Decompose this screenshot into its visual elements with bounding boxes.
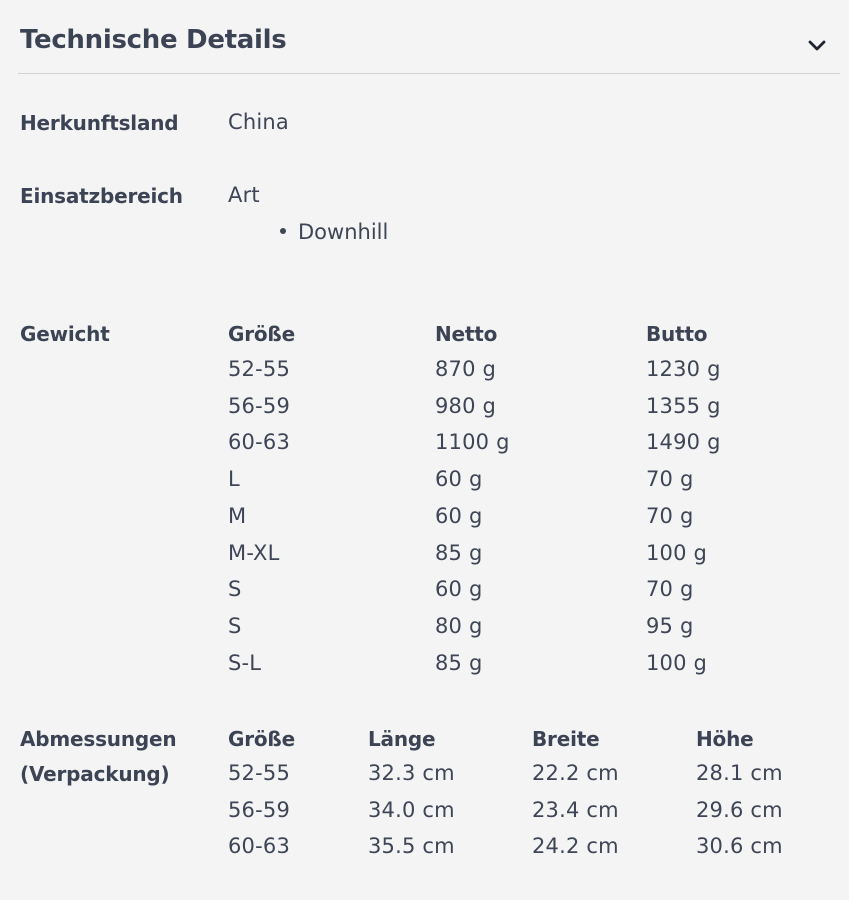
table-cell: 85 g <box>435 540 483 565</box>
table-cell: 100 g <box>646 650 708 675</box>
einsatzbereich-label: Einsatzbereich <box>20 184 183 208</box>
table-cell: 24.2 cm <box>532 834 619 859</box>
table-cell: 60 g <box>435 577 483 602</box>
table-cell: 22.2 cm <box>532 761 619 785</box>
table-cell: 60 g <box>435 503 483 528</box>
abmessungen-sublabel: (Verpackung) <box>20 762 170 786</box>
table-cell: 95 g <box>646 613 694 638</box>
herkunftsland-value: China <box>228 110 289 134</box>
list-item-label: Downhill <box>298 220 389 244</box>
table-cell: 70 g <box>646 577 694 602</box>
table-cell: 1230 g <box>646 357 721 381</box>
table-cell: 80 g <box>435 613 483 638</box>
table-cell: 34.0 cm <box>368 797 455 822</box>
bullet-icon <box>280 228 286 234</box>
table-cell: 30.6 cm <box>696 834 783 859</box>
table-cell: M <box>228 503 247 528</box>
einsatzbereich-value: Art <box>228 183 260 207</box>
column-header: Breite <box>532 727 600 751</box>
table-cell: S <box>228 577 242 602</box>
list-item <box>280 220 388 244</box>
chevron-down-icon[interactable] <box>806 34 828 56</box>
table-cell: 60-63 <box>228 834 291 859</box>
table-cell: 32.3 cm <box>368 761 455 785</box>
table-cell: 35.5 cm <box>368 834 455 859</box>
column-header: Größe <box>228 727 295 751</box>
column-header: Höhe <box>696 727 754 751</box>
table-cell: S-L <box>228 650 262 675</box>
table-cell: 85 g <box>435 650 483 675</box>
table-cell: S <box>228 613 242 638</box>
table-cell: 1100 g <box>435 430 510 455</box>
column-header: Butto <box>646 322 708 346</box>
table-cell: 23.4 cm <box>532 797 619 822</box>
table-cell: 980 g <box>435 393 497 418</box>
table-cell: 60-63 <box>228 430 291 455</box>
table-cell: 870 g <box>435 357 497 381</box>
technical-details-toggle[interactable] <box>18 14 840 74</box>
table-cell: 52-55 <box>228 357 291 381</box>
abmessungen-label: Abmessungen <box>20 727 177 751</box>
table-cell: 60 g <box>435 467 483 492</box>
table-cell: 100 g <box>646 540 708 565</box>
herkunftsland-label: Herkunftsland <box>20 111 179 135</box>
table-cell: 70 g <box>646 503 694 528</box>
table-cell: 70 g <box>646 467 694 492</box>
gewicht-label: Gewicht <box>20 322 110 346</box>
table-cell: 1490 g <box>646 430 721 455</box>
column-header: Größe <box>228 322 295 346</box>
table-cell: L <box>228 467 240 492</box>
table-cell: 29.6 cm <box>696 797 783 822</box>
column-header: Netto <box>435 322 498 346</box>
section-title: Technische Details <box>20 25 287 55</box>
table-cell: 56-59 <box>228 393 291 418</box>
table-cell: 56-59 <box>228 797 291 822</box>
table-cell: M-XL <box>228 540 280 565</box>
table-cell: 52-55 <box>228 761 291 785</box>
table-cell: 28.1 cm <box>696 761 783 785</box>
table-cell: 1355 g <box>646 393 721 418</box>
column-header: Länge <box>368 727 436 751</box>
